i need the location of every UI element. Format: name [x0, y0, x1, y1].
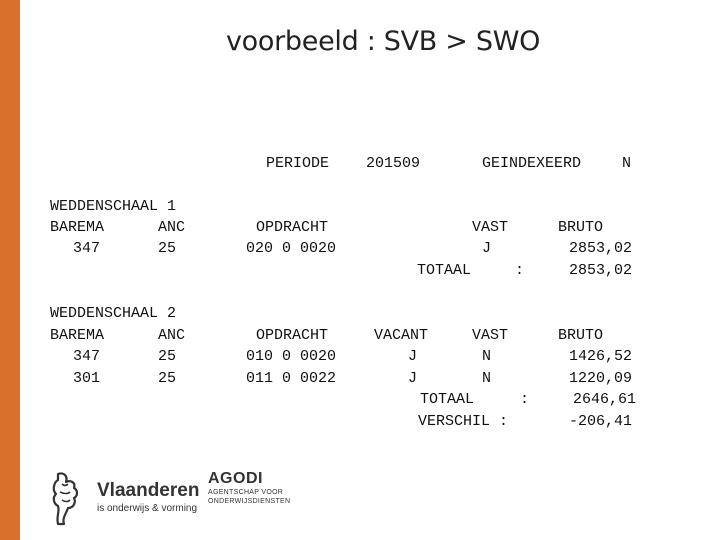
block2-bruto-cell: 1426,52: [569, 348, 633, 365]
agodi-subtitle-line-1: AGENTSCHAP VOOR: [208, 489, 284, 496]
block2-totaal-value: 2646,61: [573, 391, 637, 408]
block2-totaal-colon: :: [520, 391, 530, 408]
periode-value: 201509: [366, 155, 421, 172]
block1-col-vast: VAST: [472, 219, 509, 236]
block1-heading: WEDDENSCHAAL 1: [50, 198, 177, 215]
agodi-subtitle-line-2: ONDERWIJSDIENSTEN: [208, 498, 291, 505]
block2-heading: WEDDENSCHAAL 2: [50, 305, 177, 322]
block1-bruto-cell: 2853,02: [569, 240, 633, 257]
block1-opdracht-cell: 020 0 0020: [246, 240, 337, 257]
block2-verschil-value: -206,41: [569, 413, 633, 430]
block2-verschil-label: VERSCHIL :: [418, 413, 509, 430]
block2-vacant-cell: J: [408, 370, 418, 387]
block2-opdracht-cell: 011 0 0022: [246, 370, 337, 387]
block2-vacant-cell: J: [408, 348, 418, 365]
block1-barema-cell: 347: [73, 240, 101, 257]
geindexeerd-label: GEINDEXEERD: [482, 155, 582, 172]
vlaanderen-tagline: is onderwijs & vorming: [97, 503, 198, 514]
block2-barema-cell: 347: [73, 348, 101, 365]
block1-totaal-colon: :: [515, 262, 525, 279]
block2-anc-cell: 25: [158, 370, 177, 387]
block2-col-barema: BAREMA: [50, 327, 105, 344]
periode-label: PERIODE: [266, 155, 330, 172]
block2-anc-cell: 25: [158, 348, 177, 365]
vlaanderen-name: Vlaanderen: [97, 480, 200, 501]
block2-vast-cell: N: [482, 370, 492, 387]
block2-col-bruto: BRUTO: [558, 327, 604, 344]
block2-opdracht-cell: 010 0 0020: [246, 348, 337, 365]
vlaanderen-lion-logo-icon: [50, 470, 90, 531]
block1-col-opdracht: OPDRACHT: [256, 219, 329, 236]
block2-barema-cell: 301: [73, 370, 101, 387]
block2-bruto-cell: 1220,09: [569, 370, 633, 387]
accent-sidebar: [0, 0, 20, 540]
block2-col-vacant: VACANT: [374, 327, 429, 344]
block2-col-anc: ANC: [158, 327, 186, 344]
block1-vast-cell: J: [482, 240, 492, 257]
block2-col-vast: VAST: [472, 327, 509, 344]
block2-vast-cell: N: [482, 348, 492, 365]
block1-totaal-label: TOTAAL: [417, 262, 472, 279]
block2-totaal-label: TOTAAL: [420, 391, 475, 408]
slide-title: voorbeeld : SVB > SWO: [226, 26, 541, 57]
block1-col-anc: ANC: [158, 219, 186, 236]
block1-anc-cell: 25: [158, 240, 177, 257]
block2-col-opdracht: OPDRACHT: [256, 327, 329, 344]
block1-totaal-value: 2853,02: [569, 262, 633, 279]
agodi-name: AGODI: [208, 470, 263, 487]
block1-col-barema: BAREMA: [50, 219, 105, 236]
agodi-logo: [208, 470, 290, 506]
geindexeerd-value: N: [622, 155, 632, 172]
block1-col-bruto: BRUTO: [558, 219, 604, 236]
